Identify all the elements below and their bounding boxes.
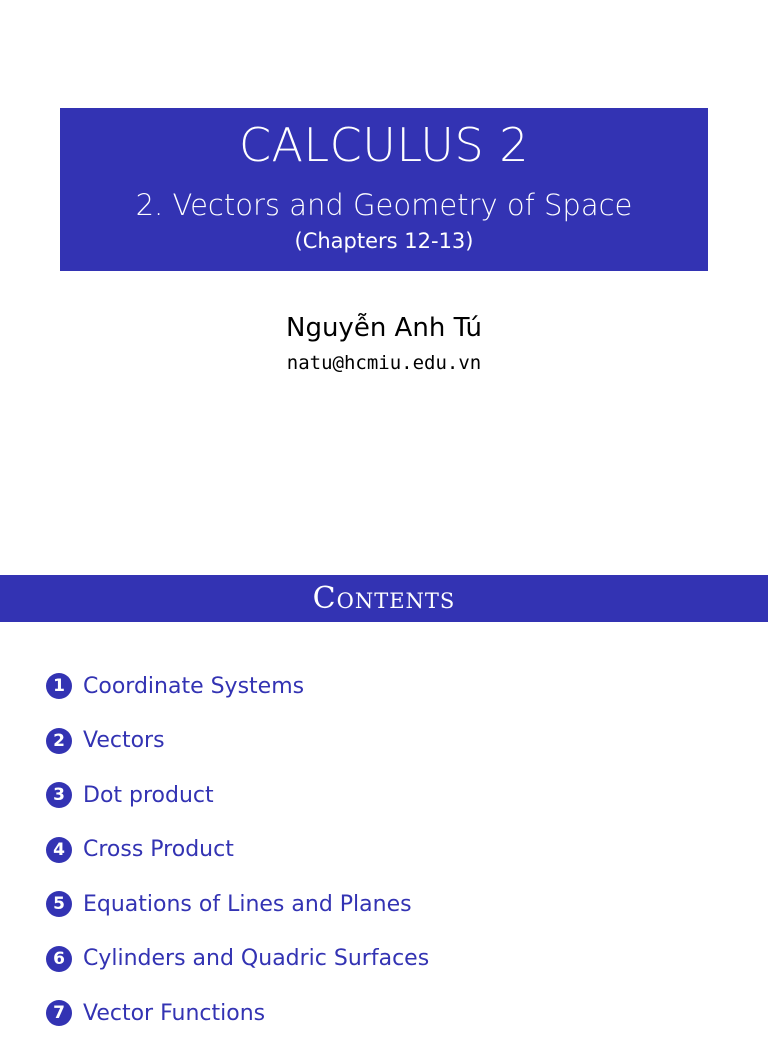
chapters-note: (Chapters 12-13) — [294, 229, 474, 253]
toc-number-badge: 1 — [46, 673, 72, 699]
contents-header-bar — [0, 575, 768, 622]
toc-item-cross-product[interactable] — [46, 832, 429, 868]
toc-item-label: Cross Product — [83, 837, 234, 862]
toc-number-badge: 2 — [46, 728, 72, 754]
toc-number-badge: 7 — [46, 1000, 72, 1026]
toc-number-badge: 4 — [46, 837, 72, 863]
author-email[interactable]: natu@hcmiu.edu.vn — [286, 352, 482, 374]
toc-item-coordinate-systems[interactable] — [46, 668, 429, 704]
lecture-subtitle: 2. Vectors and Geometry of Space — [135, 188, 633, 222]
course-title: CALCULUS 2 — [238, 118, 530, 172]
toc-number-badge: 5 — [46, 891, 72, 917]
author-name: Nguyễn Anh Tú — [286, 313, 482, 343]
toc-item-label: Vector Functions — [83, 1000, 266, 1026]
table-of-contents — [46, 668, 429, 1050]
toc-item-label: Dot product — [83, 782, 214, 808]
title-banner — [60, 108, 708, 271]
toc-item-label: Coordinate Systems — [83, 673, 305, 699]
toc-number-badge: 3 — [46, 782, 72, 808]
toc-item-vectors[interactable] — [46, 723, 429, 759]
toc-item-label: Equations of Lines and Planes — [83, 891, 412, 917]
toc-item-vector-functions[interactable] — [46, 995, 429, 1031]
toc-item-label: Vectors — [83, 728, 165, 753]
toc-item-dot-product[interactable] — [46, 777, 429, 813]
toc-number-badge: 6 — [46, 946, 72, 972]
contents-heading: Contents — [312, 581, 456, 616]
toc-item-cylinders-quadric-surfaces[interactable] — [46, 941, 429, 977]
toc-item-lines-and-planes[interactable] — [46, 886, 429, 922]
toc-item-label: Cylinders and Quadric Surfaces — [83, 946, 430, 971]
